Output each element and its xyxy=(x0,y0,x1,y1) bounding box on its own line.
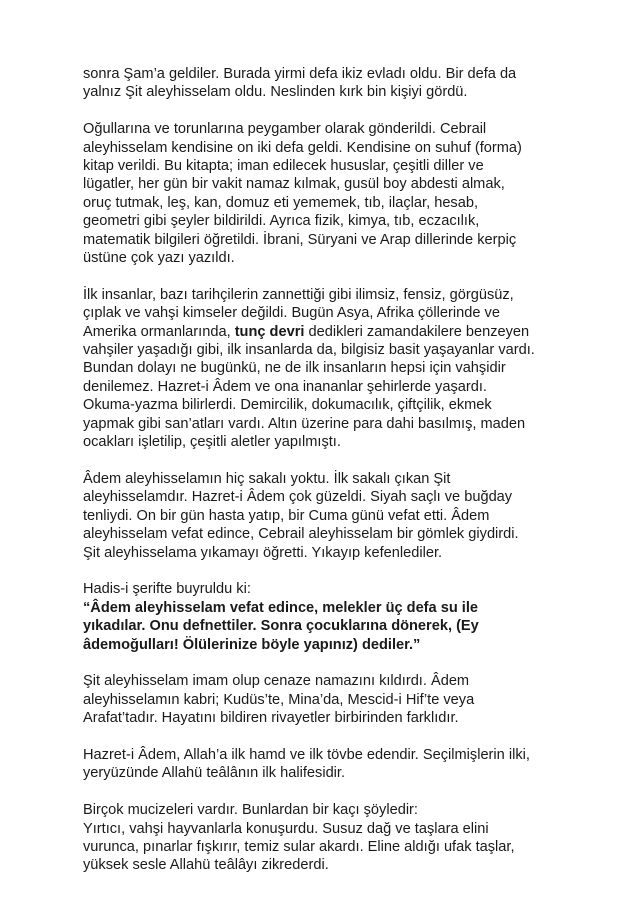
paragraph-5 xyxy=(83,580,555,654)
text-line: yapmak gibi san’atları vardı. Altın üzerine para dahi basılmış, maden xyxy=(83,415,526,432)
text-line: matematik bilgileri öğretildi. İbrani, Süryani ve Arap dillerinde kerpiç xyxy=(83,231,517,248)
text-line: kitap verildi. Bu kitapta; iman edilecek hususlar, çeşitli diller ve xyxy=(83,158,484,175)
hadith-quote-line: “Âdem aleyhisselam vefat edince, melekler üç defa su ile xyxy=(83,599,479,616)
text-line: Şit aleyhisselam imam olup cenaze namazını kıldırdı. Âdem xyxy=(83,673,470,690)
text-segment: dedikleri zamandakilere benzeyen xyxy=(304,323,530,340)
bold-term: tunç devri xyxy=(234,323,305,340)
text-line: yeryüzünde Allahü teâlânın ilk halifesidir. xyxy=(83,765,346,782)
paragraph-4 xyxy=(83,470,555,562)
text-line: Yırtıcı, vahşi hayvanlarla konuşurdu. Susuz dağ ve taşlara elini xyxy=(83,820,489,837)
text-line: Hadis-i şerifte buyruldu ki: xyxy=(83,581,251,598)
text-line: vurunca, pınarlar fışkırır, temiz sular akardı. Eline aldığı ufak taşlar, xyxy=(83,838,515,855)
paragraph-2 xyxy=(83,120,555,267)
text-line: aleyhisselam kendisine on iki defa geldi. Kendisine on suhuf (forma) xyxy=(83,139,522,156)
text-line: çıplak ve vahşi kimseler değildi. Bugün Asya, Afrika çöllerinde ve xyxy=(83,305,500,322)
text-line: ocakları işletilip, çeşitli aletler yapılmıştı. xyxy=(83,434,341,451)
text-line: yalnız Şit aleyhisselam oldu. Neslinden kırk bin kişiyi gördü. xyxy=(83,84,468,101)
text-line: Bundan dolayı ne bugünkü, ne de ilk insanların hepsi için vahşidir xyxy=(83,360,506,377)
text-line: sonra Şam’a geldiler. Burada yirmi defa ikiz evladı oldu. Bir defa da xyxy=(83,66,517,82)
text-line: üstüne çok yazı yazıldı. xyxy=(83,250,235,267)
paragraph-8 xyxy=(83,801,555,875)
text-line: Arafat’tadır. Hayatını bildiren rivayetler birbirinden farklıdır. xyxy=(83,710,459,727)
text-line: İlk insanlar, bazı tarihçilerin zannettiği gibi ilimsiz, fensiz, görgüsüz, xyxy=(83,286,514,303)
text-line: vahşiler yaşadığı gibi, ilk insanlarda da, bilgisiz basit yaşayanlar vardı. xyxy=(83,342,535,359)
paragraph-7 xyxy=(83,746,555,783)
text-line: aleyhisselam vefat edince, Cebrail aleyhisselam bir gömlek giydirdi. xyxy=(83,526,519,543)
text-line: aleyhisselamdır. Hazret-i Âdem çok güzeldi. Siyah saçlı ve buğday xyxy=(83,489,513,506)
text-line: lügatler, her gün bir vakit namaz kılmak, gusül boy abdesti almak, xyxy=(83,176,505,193)
text-line: yüksek sesle Allahü teâlâyı zikrederdi. xyxy=(83,857,329,874)
paragraph-6 xyxy=(83,672,555,727)
text-line: Birçok mucizeleri vardır. Bunlardan bir kaçı şöyledir: xyxy=(83,802,418,819)
paragraph-3 xyxy=(83,286,555,452)
text-line: denilemez. Hazret-i Âdem ve ona inananlar şehirlerde yaşardı. xyxy=(83,378,487,395)
paragraph-1 xyxy=(83,65,555,102)
text-line: oruç tutmak, leş, kan, domuz eti yememek, tıb, ilaçlar, hesab, xyxy=(83,194,479,211)
document-page xyxy=(83,65,555,893)
hadith-quote-line: âdemoğulları! Ölülerinize böyle yapınız) dediler.” xyxy=(83,636,421,653)
hadith-quote-line: yıkadılar. Onu defnettiler. Sonra çocuklarına dönerek, (Ey xyxy=(83,618,479,635)
text-line: geometri gibi şeyler bildirildi. Ayrıca fizik, kimya, tıb, eczacılık, xyxy=(83,213,480,230)
text-line: Hazret-i Âdem, Allah’a ilk hamd ve ilk tövbe edendir. Seçilmişlerin ilki, xyxy=(83,746,530,763)
text-line: Âdem aleyhisselamın hiç sakalı yoktu. İlk sakalı çıkan Şit xyxy=(83,470,451,487)
text-line: Oğullarına ve torunlarına peygamber olarak gönderildi. Cebrail xyxy=(83,121,487,138)
text-line: Şit aleyhisselama yıkamayı öğretti. Yıkayıp kefenlediler. xyxy=(83,544,443,561)
text-line: Okuma-yazma bilirlerdi. Demircilik, dokumacılık, çiftçilik, ekmek xyxy=(83,397,492,414)
text-line xyxy=(83,323,555,341)
text-line: tenliydi. On bir gün hasta yatıp, bir Cuma günü vefat etti. Âdem xyxy=(83,507,490,524)
text-line: aleyhisselamın kabri; Kudüs’te, Mina’da, Mescid-i Hif’te veya xyxy=(83,691,475,708)
text-segment: Amerika ormanlarında, xyxy=(83,323,235,340)
